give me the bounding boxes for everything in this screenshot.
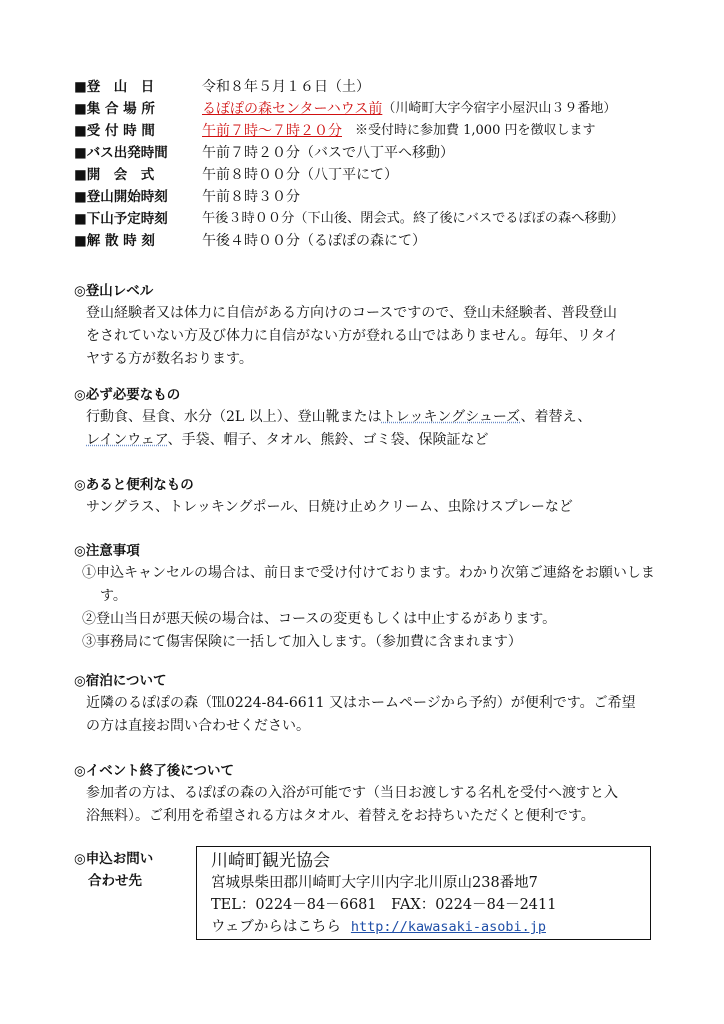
schedule-note: （川崎町大字今宿字小屋沢山３９番地） (382, 101, 617, 116)
schedule-label: ■集 合 場 所 (74, 101, 155, 117)
phone-fax: TEL：0224－84－6681 FAX：0224－84－2411 (211, 897, 557, 913)
schedule-label: ■登山開始時刻 (74, 189, 168, 205)
section-title: ◎必ず必要なもの (74, 387, 181, 403)
section-climbing-level (74, 280, 674, 371)
contact-box (196, 846, 651, 940)
schedule-value: 午前８時３０分 (202, 189, 300, 205)
schedule-row (74, 164, 624, 186)
section-title: ◎宿泊について (74, 673, 167, 689)
schedule-value: 午後４時００分（るぽぽの森にて） (202, 233, 426, 249)
meeting-place-highlight: るぽぽの森センターハウス前 (202, 101, 383, 117)
schedule-row (74, 98, 624, 120)
notes-item: ①申込キャンセルの場合は、前日まで受け付けております。わかり次第ご連絡をお願いします。 (82, 565, 655, 604)
notes-item: ③事務局にて傷害保険に一括して加入します。（参加費に含まれます） (82, 634, 522, 650)
section-title: ◎注意事項 (74, 543, 140, 559)
schedule-row (74, 76, 624, 98)
contact-label-line: ◎申込お問い (74, 851, 154, 867)
section-body (86, 782, 674, 828)
section-body (86, 302, 674, 371)
website-link[interactable]: http://kawasaki-asobi.jp (350, 919, 546, 935)
schedule-list (74, 76, 624, 252)
body-line: サングラス、トレッキングポール、日焼け止めクリーム、虫除けスプレーなど (86, 499, 573, 515)
body-line: 登山経験者又は体力に自信がある方向けのコースですので、登山未経験者、普段登山 (86, 305, 618, 321)
body-line: 近隣のるぽぽの森（℡0224-84-6611 又はホームページから予約）が便利です。ご希望 (86, 695, 636, 711)
schedule-label: ■開 会 式 (74, 167, 155, 183)
schedule-label: ■下山予定時刻 (74, 211, 168, 227)
web-label: ウェブからはこちら (211, 919, 341, 935)
section-lodging (74, 670, 674, 738)
section-body (86, 692, 674, 738)
organization-name: 川崎町観光協会 (211, 851, 330, 871)
schedule-row (74, 142, 624, 164)
schedule-value: 令和８年５月１６日（土） (202, 79, 370, 95)
body-line: ヤする方が数名おります。 (86, 351, 253, 367)
schedule-label: ■受 付 時 間 (74, 123, 155, 139)
section-title: ◎あると便利なもの (74, 477, 194, 493)
section-body (86, 496, 674, 519)
schedule-label: ■解 散 時 刻 (74, 233, 155, 249)
section-after-event (74, 760, 674, 828)
body-text: 、手袋、帽子、タオル、熊鈴、ゴミ袋、保険証など (167, 432, 489, 448)
section-title: ◎イベント終了後について (74, 763, 235, 779)
body-line: の方は直接お問い合わせください。 (86, 718, 310, 734)
section-useful-items (74, 474, 674, 519)
schedule-label: ■登 山 日 (74, 79, 155, 95)
schedule-value: 午後３時００分（下山後、閉会式。終了後にバスでるぽぽの森へ移動） (202, 211, 624, 226)
body-line: 参加者の方は、るぽぽの森の入浴が可能です（当日お渡しする名札を受付へ渡すと入 (86, 785, 618, 801)
rainwear-term: レインウェア (86, 432, 168, 448)
web-line (211, 916, 650, 938)
body-text: 、着替え、 (520, 409, 592, 425)
section-body (86, 406, 674, 452)
contact-label (74, 848, 153, 892)
schedule-note: ※受付時に参加費 1,000 円を徴収します (342, 123, 596, 138)
trekking-shoes-term: トレッキングシューズ (381, 409, 521, 425)
body-line (86, 406, 674, 429)
schedule-value: 午前８時００分（八丁平にて） (202, 167, 398, 183)
schedule-value: 午前７時２０分（バスで八丁平へ移動） (202, 145, 454, 161)
address: 宮城県柴田郡川崎町大字川内字北川原山238番地7 (211, 875, 538, 891)
body-line: 浴無料）。ご利用を希望される方はタオル、着替えをお持ちいただくと便利です。 (86, 808, 595, 824)
reception-time-highlight: 午前７時～７時２０分 (202, 123, 342, 139)
section-required-items (74, 384, 674, 452)
body-line (86, 429, 674, 452)
schedule-row (74, 186, 624, 208)
section-title: ◎登山レベル (74, 283, 154, 299)
body-line: をされていない方及び体力に自信がない方が登れる山ではありません。毎年、リタイ (86, 328, 619, 344)
body-text: 行動食、昼食、水分（2L 以上）、登山靴または (86, 409, 382, 425)
schedule-row (74, 208, 624, 230)
contact-label-line: 合わせ先 (88, 873, 142, 889)
schedule-row (74, 230, 624, 252)
section-notes (74, 540, 674, 654)
schedule-row (74, 120, 624, 142)
schedule-label: ■バス出発時間 (74, 145, 168, 161)
notes-item: ②登山当日が悪天候の場合は、コースの変更もしくは中止するがあります。 (82, 611, 557, 627)
